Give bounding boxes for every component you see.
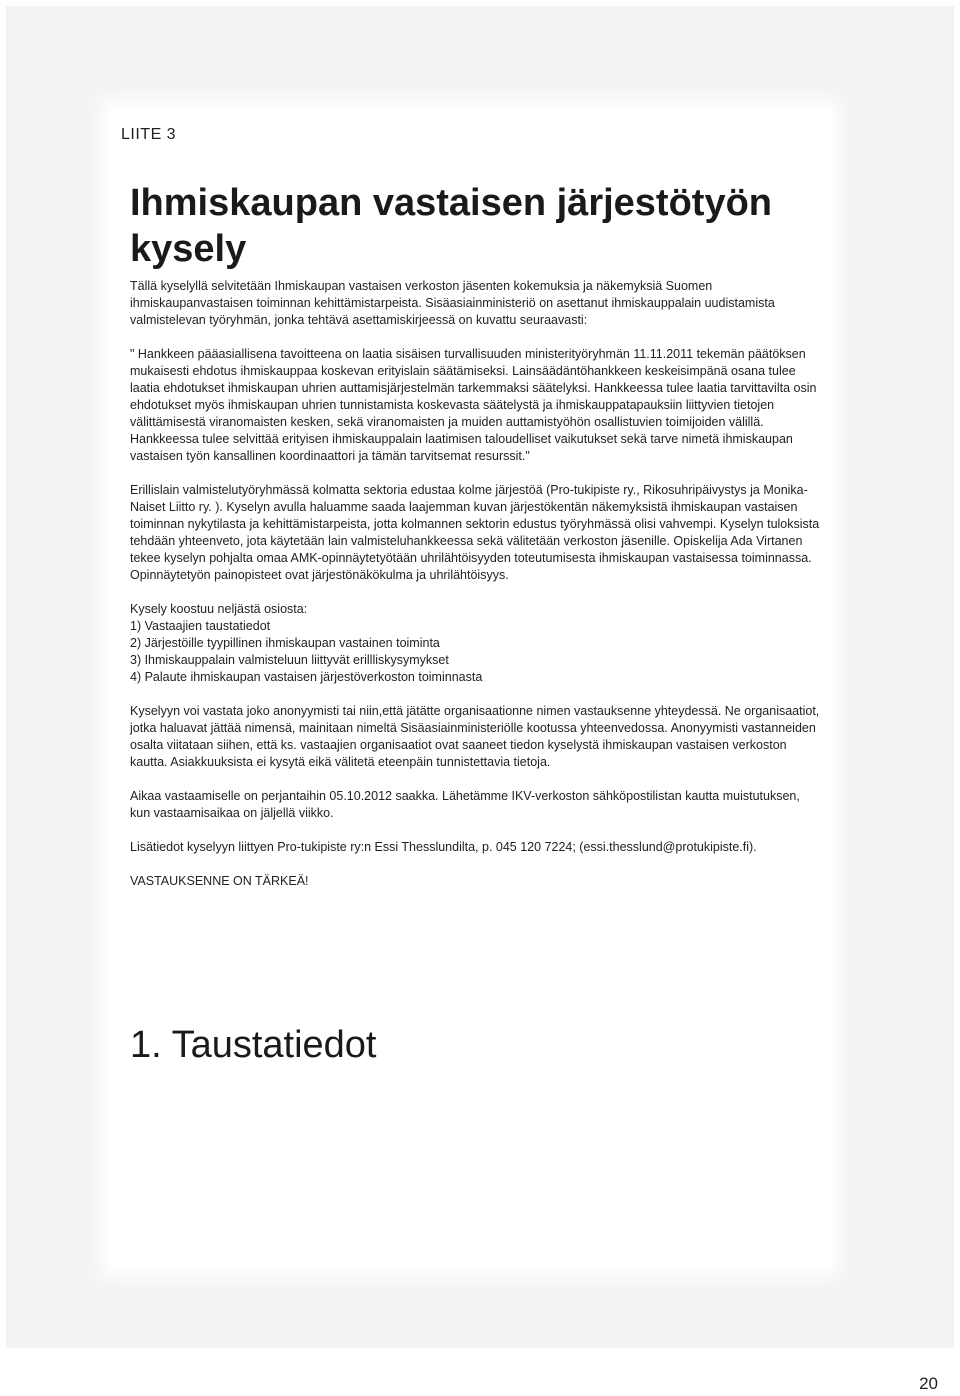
section-list-item: 4) Palaute ihmiskaupan vastaisen järjestöverkoston toiminnasta [130, 670, 483, 684]
document-title-line1: Ihmiskaupan vastaisen järjestötyön [130, 182, 773, 224]
page-number: 20 [919, 1374, 938, 1393]
sectors-paragraph: Erillislain valmistelutyöryhmässä kolmatta sektoria edustaa kolme järjestöä (Pro-tukipiste ry., Rikosuhripäivystys ja Monika-Naiset Liitto ry. ). Kyselyn avulla haluamme saada laajemman kuvan järjestökentän näkemyksistä ihmiskaupan vastaisen toiminnan nykytilasta ja kehittämistarpeista, jotta kolmannen sektorin edustus työryhmässä olisi vahvempi. Kyselyn tuloksista tehdään yhteenveto, jota käytetään lain valmisteluhankkeessa sekä välitetään verkoston jäsenille. Opiskelija Ada Virtanen tekee kyselyn pohjalta omaa AMK-opinnäytetyötään uhrilähtöisyyden toteutumisesta ihmiskaupan vastaisessa toiminnassa. Opinnäytetyön painopisteet ovat järjestönäkökulma ja uhrilähtöisyys. [130, 483, 820, 582]
attachment-label: LIITE 3 [121, 126, 177, 143]
document-title [130, 180, 830, 272]
contact-paragraph: Lisätiedot kyselyyn liittyen Pro-tukipiste ry:n Essi Thesslundilta, p. 045 120 7224; (essi.thesslund@protukipiste.fi). [130, 840, 757, 854]
quote-paragraph: " Hankkeen pääasiallisena tavoitteena on laatia sisäisen turvallisuuden ministerityöryhmän 11.11.2011 tekemän päätöksen mukaisesti ehdotus ihmiskauppaa koskevan erityislain säätämiseksi. Lainsäädäntöhankkeen keskeisimpänä osana tulee laatia ehdotukset ihmiskaupan uhrien auttamisjärjestelmän tarkemmaksi säätelyksi. Hankkeessa tulee laatia tarvittavilta osin ehdotukset myös ihmiskaupan uhrien tunnistamista koskevasta säätelystä ja ihmiskauppatapauksiin liittyvien tietojen välittämisestä viranomaisten kesken, sekä viranomaisten ja muiden auttamistyöhön osallistuvien toimijoiden välillä. Hankkeessa tulee selvittää erityisen ihmiskauppalain laatimisen taloudelliset vaikutukset sekä tarve nimetä ihmiskaupan vastaisen työn kansallinen koordinaattori ja tämän tarvitsemat resurssit." [130, 347, 817, 463]
document-title-line2: kysely [130, 228, 247, 270]
intro-paragraph: Tällä kyselyllä selvitetään Ihmiskaupan vastaisen verkoston jäsenten kokemuksia ja näkemyksiä Suomen ihmiskaupanvastaisen toiminnan kehittämistarpeista. Sisäasiainministeriö on asettanut ihmiskauppalain uudistamista valmistelevan työryhmän, jonka tehtävä asettamiskirjeessä on kuvattu seuraavasti: [130, 279, 775, 327]
deadline-paragraph: Aikaa vastaamiselle on perjantaihin 05.10.2012 saakka. Lähetämme IKV-verkoston sähköpostilistan kautta muistutuksen, kun vastaamisaikaa on jäljellä viikko. [130, 789, 800, 820]
closing-statement: VASTAUKSENNE ON TÄRKEÄ! [130, 874, 309, 888]
section-heading: 1. Taustatiedot [130, 1024, 377, 1066]
sections-intro: Kysely koostuu neljästä osiosta: [130, 602, 308, 616]
section-list-item: 1) Vastaajien taustatiedot [130, 619, 271, 633]
section-list-item: 2) Järjestöille tyypillinen ihmiskaupan vastainen toiminta [130, 636, 440, 650]
section-list-item: 3) Ihmiskauppalain valmisteluun liittyvät erillliskysymykset [130, 653, 449, 667]
document-body [130, 278, 820, 890]
anonymity-paragraph: Kyselyyn voi vastata joko anonyymisti tai niin,että jätätte organisaationne nimen vastauksenne yhteydessä. Ne organisaatiot, jotka haluavat jättää nimensä, mainitaan nimeltä Sisäasiainministeriölle kootussa yhteenvedossa. Anonyymisti vastanneiden osalta viitataan siihen, että ks. vastaajien organisaatiot ovat saaneet tiedon kyselystä ihmiskaupan vastaisen verkoston kautta. Asiakkuuksista ei kysytä eikä välitetä eteenpäin tunnistettavia tietoja. [130, 704, 820, 769]
